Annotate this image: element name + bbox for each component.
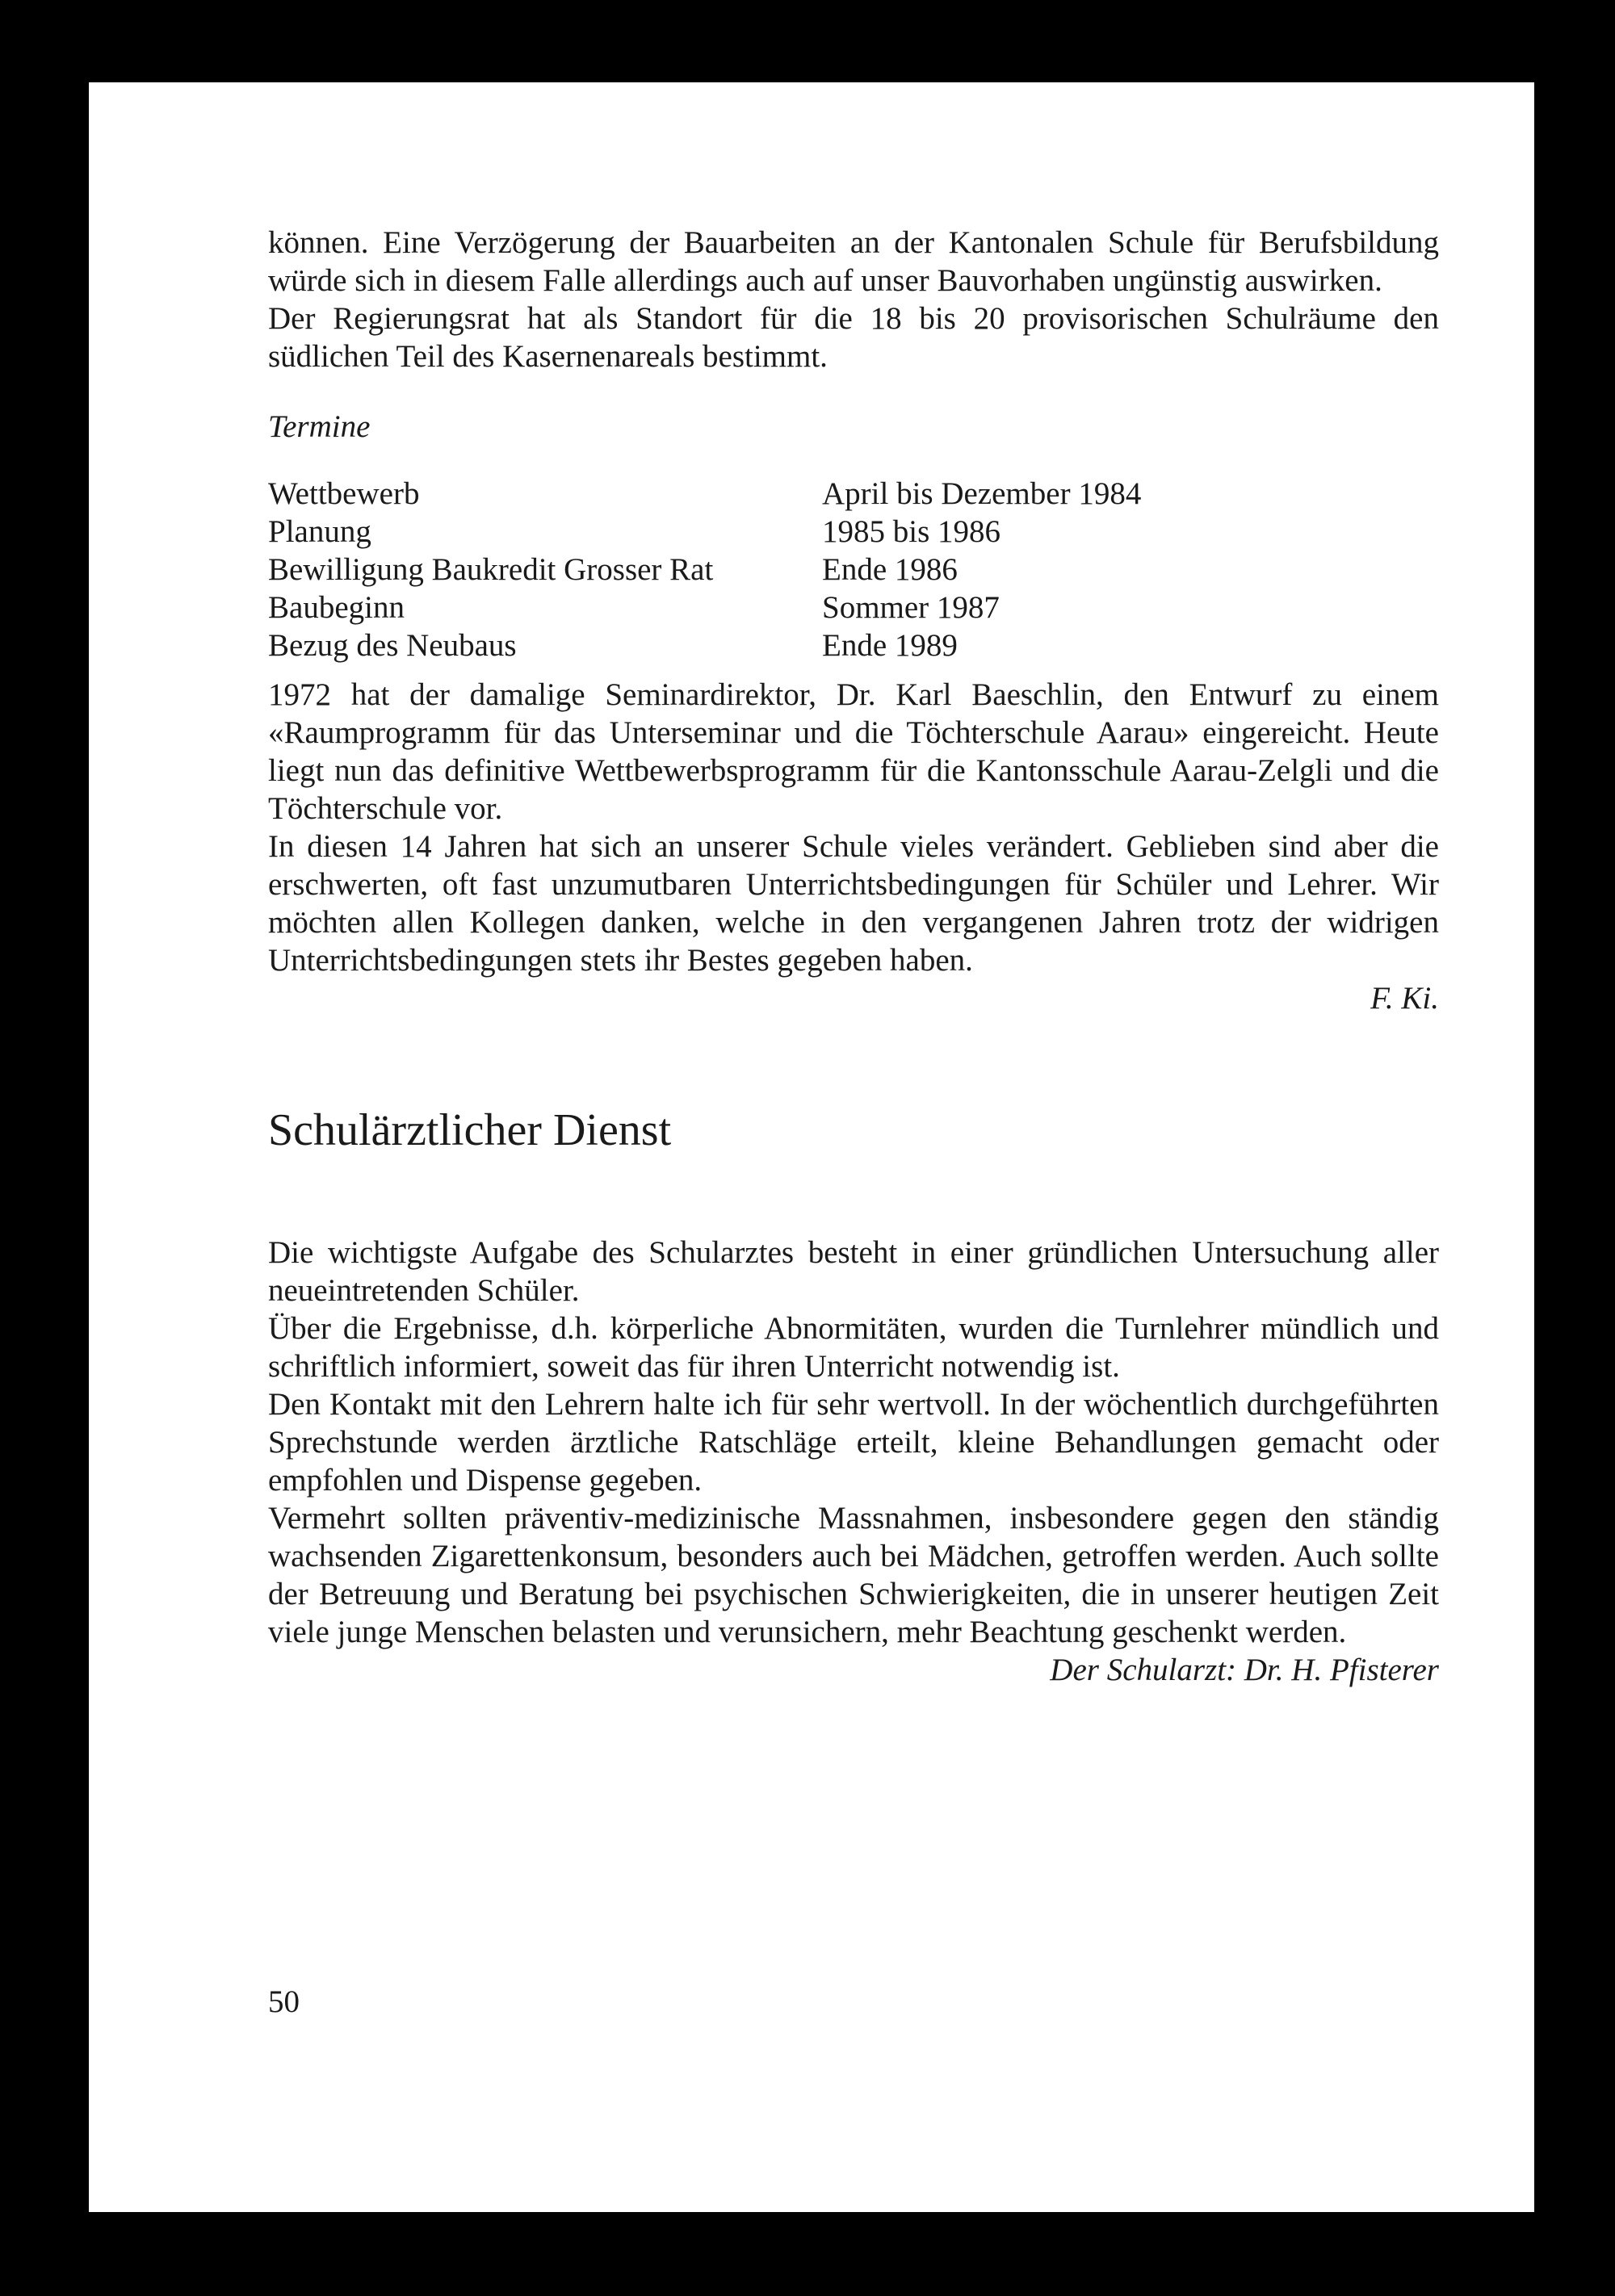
page-content	[268, 224, 1534, 1689]
termine-heading: Termine	[268, 409, 371, 444]
document-page	[89, 82, 1534, 2212]
termine-table	[268, 475, 1439, 664]
termine-label: Baubeginn	[268, 590, 405, 625]
medical-section	[268, 1234, 1439, 1651]
medical-signature: Der Schularzt: Dr. H. Pfisterer	[1050, 1653, 1439, 1687]
termine-value: Ende 1989	[822, 628, 958, 663]
history-paragraph-2: In diesen 14 Jahren hat sich an unserer Schule vieles verändert. Geblieben sind aber die erschwerten, oft fast unzumutbaren Unterrichtsbedingungen für Schüler und Lehrer. Wir möchten allen Kollegen danken, welche in den vergangenen Jahren trotz der widrigen Unterrichtsbedingungen stets ihr Bestes gegeben haben.	[268, 829, 1439, 978]
medical-paragraph-4: Vermehrt sollten präventiv-medizinische Massnahmen, insbesondere gegen den ständig wachsenden Zigarettenkonsum, besonders auch bei Mädchen, getroffen werden. Auch sollte der Betreuung und Beratung bei psychischen Schwierigkeiten, die in unserer heutigen Zeit viele junge Menschen belasten und verunsichern, mehr Beachtung geschenkt werden.	[268, 1501, 1439, 1649]
termine-value: April bis Dezember 1984	[822, 476, 1142, 511]
intro-paragraph-2: Der Regierungsrat hat als Standort für die 18 bis 20 provisorischen Schulräume den südlichen Teil des Kasernenareals bestimmt.	[268, 301, 1439, 374]
termine-row	[268, 551, 1439, 589]
termine-label: Bezug des Neubaus	[268, 628, 517, 663]
section-title: Schulärztlicher Dienst	[268, 1105, 672, 1155]
medical-paragraph-2: Über die Ergebnisse, d.h. körperliche Abnormitäten, wurden die Turnlehrer mündlich und schriftlich informiert, soweit das für ihren Unterricht notwendig ist.	[268, 1311, 1439, 1384]
termine-row	[268, 475, 1439, 513]
medical-paragraph-3: Den Kontakt mit den Lehrern halte ich für sehr wertvoll. In der wöchentlich durchgeführten Sprechstunde werden ärztliche Ratschläge erteilt, kleine Behandlungen gemacht oder empfohlen und Dispense gegeben.	[268, 1387, 1439, 1498]
page-number: 50	[268, 1984, 300, 2019]
termine-value: 1985 bis 1986	[822, 514, 1001, 549]
termine-value: Ende 1986	[822, 552, 958, 587]
termine-label: Planung	[268, 514, 371, 549]
intro-section	[268, 224, 1439, 375]
termine-row	[268, 626, 1439, 664]
termine-value: Sommer 1987	[822, 590, 1000, 625]
history-signature: F. Ki.	[1370, 981, 1439, 1016]
termine-row	[268, 513, 1439, 551]
termine-label: Wettbewerb	[268, 476, 420, 511]
medical-paragraph-1: Die wichtigste Aufgabe des Schularztes besteht in einer gründlichen Untersuchung aller neueintretenden Schüler.	[268, 1235, 1439, 1308]
history-paragraph-1: 1972 hat der damalige Seminardirektor, Dr. Karl Baeschlin, den Entwurf zu einem «Raumprogramm für das Unterseminar und die Töchterschule Aarau» eingereicht. Heute liegt nun das definitive Wettbewerbsprogramm für die Kantonsschule Aarau-Zelgli und die Töchterschule vor.	[268, 677, 1439, 826]
termine-label: Bewilligung Baukredit Grosser Rat	[268, 552, 714, 587]
history-section	[268, 676, 1439, 979]
termine-row	[268, 589, 1439, 626]
intro-paragraph-1: können. Eine Verzögerung der Bauarbeiten an der Kantonalen Schule für Berufsbildung würde sich in diesem Falle allerdings auch auf unser Bauvorhaben ungünstig auswirken.	[268, 225, 1439, 298]
